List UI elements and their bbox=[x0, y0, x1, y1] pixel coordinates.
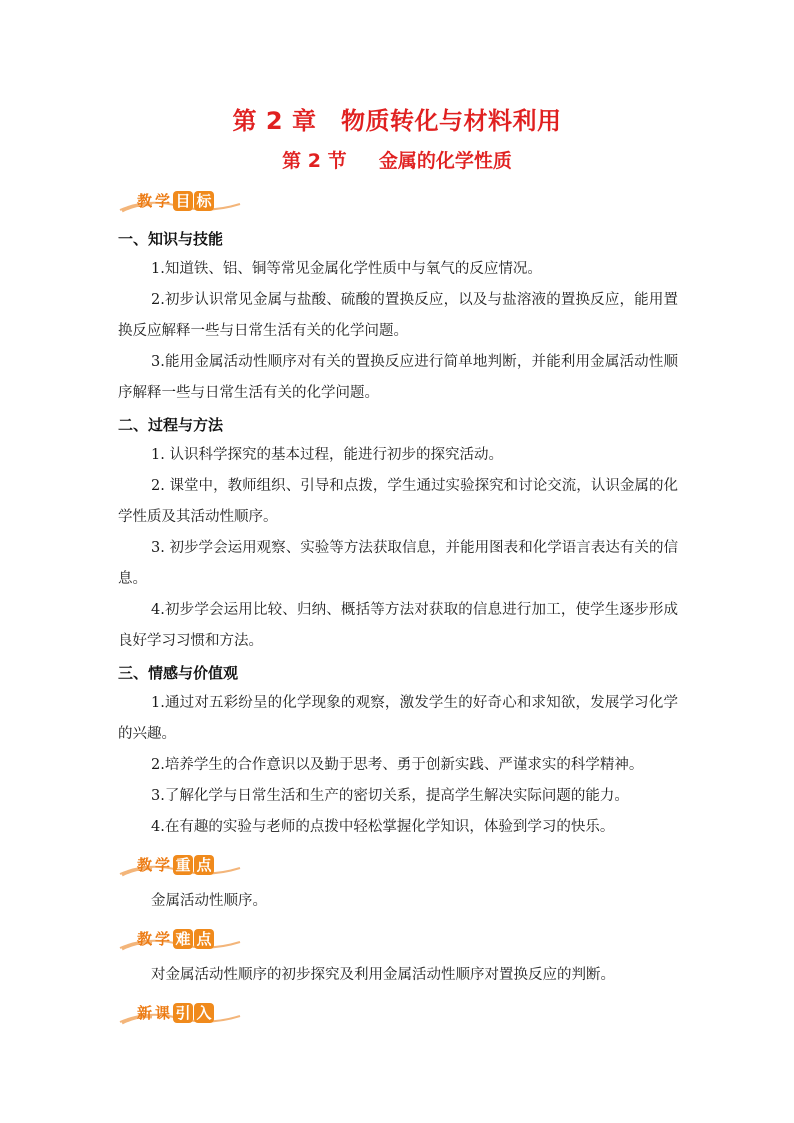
key-point-badge bbox=[118, 852, 258, 878]
objectives-badge bbox=[118, 188, 258, 214]
key-point-text: 金属活动性顺序。 bbox=[151, 893, 267, 909]
knowledge-item: 1.知道铁、铝、铜等常见金属化学性质中与氧气的反应情况。 bbox=[151, 261, 542, 277]
badge-char: 教 bbox=[136, 930, 152, 948]
knowledge-item: 2.初步认识常见金属与盐酸、硫酸的置换反应，以及与盐溶液的置换反应，能用置换反应解释一些与日常生活有关的化学问题。 bbox=[118, 292, 678, 339]
badge-char: 入 bbox=[194, 1003, 214, 1023]
badge-char: 难 bbox=[173, 929, 193, 949]
difficulty-badge bbox=[118, 926, 258, 952]
values-item: 4.在有趣的实验与老师的点拨中轻松掌握化学知识，体验到学习的快乐。 bbox=[151, 819, 615, 835]
difficulty-text: 对金属活动性顺序的初步探究及利用金属活动性顺序对置换反应的判断。 bbox=[151, 967, 615, 983]
process-heading: 二、过程与方法 bbox=[118, 416, 224, 434]
badge-char: 学 bbox=[154, 930, 170, 948]
process-item: 3. 初步学会运用观察、实验等方法获取信息，并能用图表和化学语言表达有关的信息。 bbox=[118, 540, 678, 587]
badge-char: 标 bbox=[194, 191, 214, 211]
badge-char: 课 bbox=[154, 1004, 170, 1022]
badge-char: 目 bbox=[173, 191, 193, 211]
values-item: 2.培养学生的合作意识以及勤于思考、勇于创新实践、严谨求实的科学精神。 bbox=[151, 757, 644, 773]
badge-char: 学 bbox=[154, 856, 170, 874]
section-title: 第 2 节 金属的化学性质 bbox=[282, 150, 512, 172]
values-item: 1.通过对五彩纷呈的化学现象的观察，激发学生的好奇心和求知欲，发展学习化学的兴趣。 bbox=[118, 695, 678, 742]
intro-badge bbox=[118, 1000, 258, 1026]
process-item: 2. 课堂中，教师组织、引导和点拨，学生通过实验探究和讨论交流，认识金属的化学性质及其活动性顺序。 bbox=[118, 478, 678, 525]
badge-char: 点 bbox=[194, 855, 214, 875]
badge-char: 点 bbox=[194, 929, 214, 949]
process-item: 4.初步学会运用比较、归纳、概括等方法对获取的信息进行加工，使学生逐步形成良好学习习惯和方法。 bbox=[118, 602, 678, 649]
badge-char: 学 bbox=[154, 192, 170, 210]
values-heading: 三、情感与价值观 bbox=[118, 664, 239, 682]
badge-char: 教 bbox=[136, 192, 152, 210]
badge-char: 重 bbox=[173, 855, 193, 875]
badge-char: 新 bbox=[136, 1004, 152, 1022]
process-item: 1. 认识科学探究的基本过程，能进行初步的探究活动。 bbox=[151, 447, 503, 463]
knowledge-heading: 一、知识与技能 bbox=[118, 230, 224, 248]
chapter-title: 第 2 章 物质转化与材料利用 bbox=[232, 107, 562, 135]
values-item: 3.了解化学与日常生活和生产的密切关系，提高学生解决实际问题的能力。 bbox=[151, 788, 629, 804]
knowledge-item: 3.能用金属活动性顺序对有关的置换反应进行简单地判断，并能利用金属活动性顺序解释一些与日常生活有关的化学问题。 bbox=[118, 354, 678, 401]
badge-char: 教 bbox=[136, 856, 152, 874]
badge-char: 引 bbox=[173, 1003, 193, 1023]
